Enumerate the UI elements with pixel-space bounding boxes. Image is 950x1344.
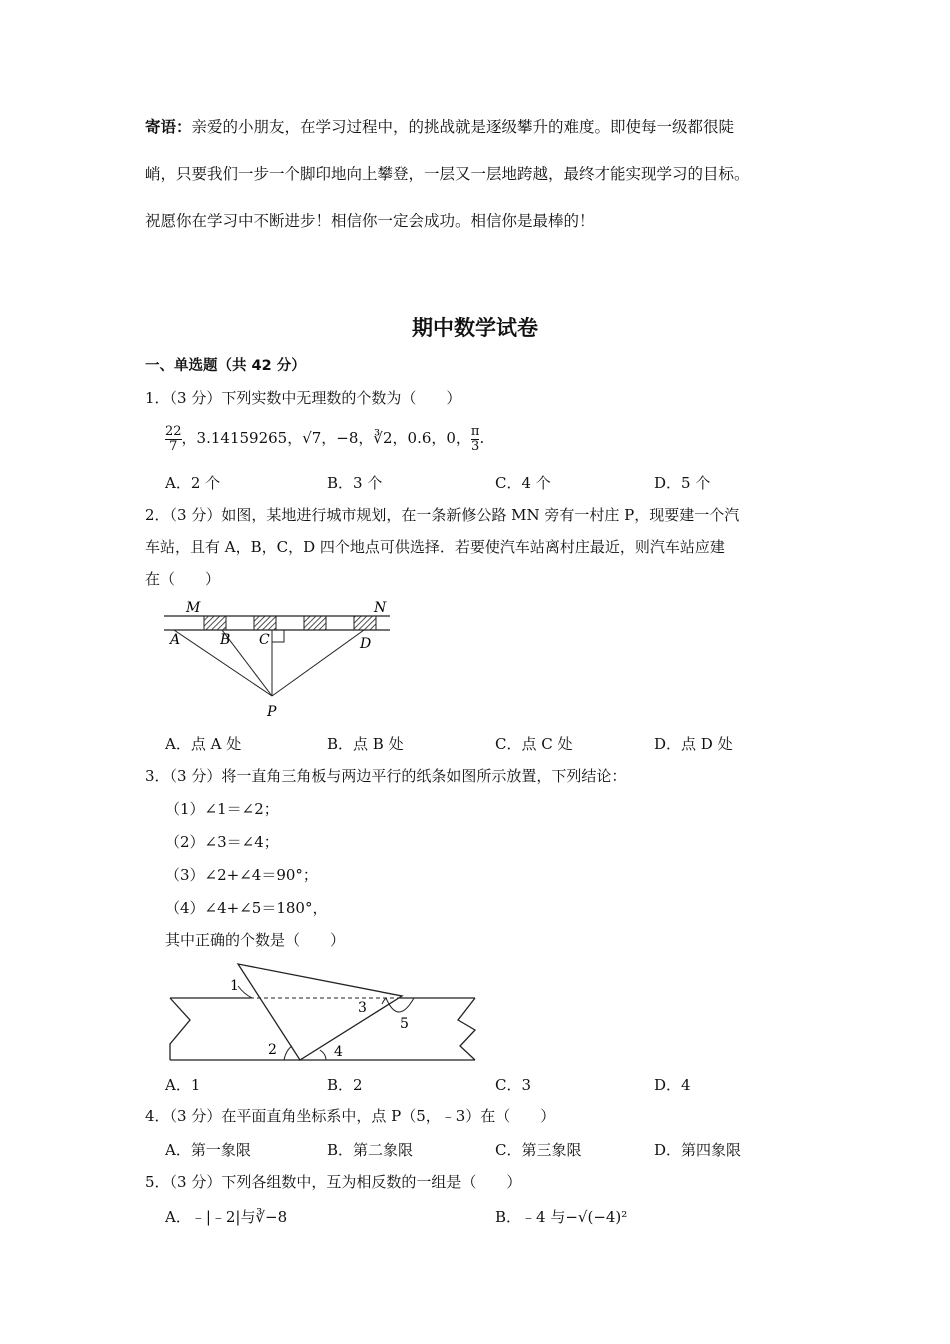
q2-option-d[interactable]: D．点 D 处 [654,735,733,753]
angle-label-2: 2 [268,1042,277,1058]
q1-end: . [479,429,485,447]
q3-statement-2: （2）∠3＝∠4； [165,833,279,851]
intro-line-1 [145,117,734,137]
q2-figure [160,596,395,722]
angle-label-3: 3 [358,1000,367,1016]
label-n: N [374,600,387,616]
label-a: A [170,632,181,648]
road-block [304,616,326,630]
intro-text-1: 亲爱的小朋友，在学习过程中，的挑战就是逐级攀升的难度。即使每一级都很陡 [191,118,735,136]
q3-option-a[interactable]: A．1 [165,1076,201,1094]
q1-fraction [165,425,182,454]
q1-frac-num: 22 [165,423,182,439]
q1-pi-den: 3 [471,438,480,454]
label-p: P [267,704,277,720]
angle-5-arc [386,998,414,1012]
label-b: B [220,632,231,648]
right-angle-mark [272,630,284,642]
angle-4-arc [320,1050,326,1060]
q2-option-a[interactable]: A．点 A 处 [165,735,242,753]
q3-statement-1: （1）∠1＝∠2； [165,800,279,818]
q1-option-b[interactable]: B．3 个 [327,474,383,492]
angle-1-arc [238,986,252,998]
exam-title: 期中数学试卷 [412,316,538,340]
segment-pd [272,630,364,696]
angle-label-4: 4 [334,1044,343,1060]
q1-option-c[interactable]: C．4 个 [495,474,551,492]
q5-stem: 5．（3 分）下列各组数中，互为相反数的一组是（ ） [145,1173,522,1191]
q5-option-b[interactable]: B．﹣4 与−√(−4)² [495,1208,628,1226]
q3-option-d[interactable]: D．4 [654,1076,691,1094]
q1-number-list [165,420,484,456]
q1-stem: 1．（3 分）下列实数中无理数的个数为（ ） [145,389,462,407]
q2-option-c[interactable]: C．点 C 处 [495,735,573,753]
q1-pi-num: π [470,423,480,439]
strip-right-edge [458,998,475,1060]
q4-option-a[interactable]: A．第一象限 [165,1141,251,1159]
label-m: M [186,600,201,616]
road-block [204,616,226,630]
label-c: C [259,632,270,648]
q3-option-c[interactable]: C．3 [495,1076,532,1094]
q1-frac-den: 7 [165,439,182,454]
q1-option-a[interactable]: A．2 个 [165,474,221,492]
q3-figure [160,958,485,1066]
q2-line-3: 在（ ） [145,570,221,588]
road-block [354,616,376,630]
angle-label-5: 5 [400,1016,409,1032]
q4-option-d[interactable]: D．第四象限 [654,1141,742,1159]
q3-stem: 3．（3 分）将一直角三角板与两边平行的纸条如图所示放置，下列结论： [145,767,627,785]
q2-line-1: 2．（3 分）如图，某地进行城市规划，在一条新修公路 MN 旁有一村庄 P，现要建一个汽 [145,506,740,524]
q1-list: ，3.14159265，√7，−8，∛2，0.6，0， [181,429,471,447]
intro-line-3: 祝愿你在学习中不断进步！相信你一定会成功。相信你是最棒的！ [145,212,595,230]
angle-label-1: 1 [230,978,239,994]
road-block [254,616,276,630]
intro-label: 寄语： [145,117,192,136]
q3-statement-4: （4）∠4+∠5＝180°， [165,899,328,917]
q4-option-c[interactable]: C．第三象限 [495,1141,582,1159]
intro-line-2: 峭，只要我们一步一个脚印地向上攀登，一层又一层地跨越，最终才能实现学习的目标。 [145,165,750,183]
q5-option-a[interactable]: A．﹣|﹣2|与∛−8 [165,1208,288,1226]
q4-option-b[interactable]: B．第二象限 [327,1141,414,1159]
section-heading: 一、单选题（共 42 分） [145,358,306,374]
q2-line-2: 车站，且有 A，B，C，D 四个地点可供选择．若要使汽车站离村庄最近，则汽车站应建 [145,538,725,556]
label-d: D [360,636,372,652]
q4-stem: 4．（3 分）在平面直角坐标系中，点 P（5，﹣3）在（ ） [145,1107,556,1125]
triangle-ruler [238,964,402,1060]
q3-option-b[interactable]: B．2 [327,1076,363,1094]
q3-ask: 其中正确的个数是（ ） [165,931,346,949]
q1-option-d[interactable]: D．5 个 [654,474,711,492]
q2-option-b[interactable]: B．点 B 处 [327,735,404,753]
angle-2-arc [284,1046,292,1060]
q3-statement-3: （3）∠2+∠4＝90°； [165,866,318,884]
strip-left-edge [170,998,190,1060]
